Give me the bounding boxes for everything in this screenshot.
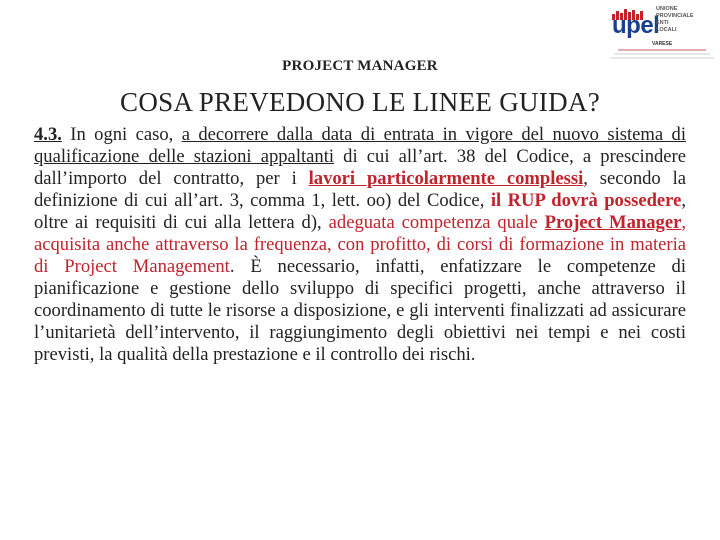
paragraph-segment: a decorrere dalla data di entrata in vigore del nuovo sistema di qualificazione delle stazioni appaltanti <box>34 124 686 167</box>
paragraph-segment: adeguata competenza quale <box>328 212 545 233</box>
paragraph-segment: lavori particolarmente complessi <box>308 168 584 189</box>
slide-title: COSA PREVEDONO LE LINEE GUIDA? <box>120 87 600 117</box>
logo-side-text: UNIONE PROVINCIALE ENTI LOCALI <box>656 6 694 33</box>
logo-fine-print <box>606 48 718 63</box>
paragraph-segment: In ogni caso, <box>61 124 182 145</box>
upel-logo <box>606 2 718 66</box>
paragraph-segment: di cui all’art. 38 del Codice, a prescindere dall’importo del contratto, per i <box>34 146 686 189</box>
paragraph-segment: il RUP dovrà possedere <box>490 190 682 211</box>
paragraph-segment: , oltre ai requisiti di cui alla lettera d), <box>34 190 686 233</box>
paragraph-segment: . È necessario, infatti, enfatizzare le competenze di pianificazione e gestione dello sviluppo di specifici progetti, anche attraverso il coordinamento di tutte le risorse a disposizione, e gli interventi finalizzati ad assicurare l’unitarietà dell’intervento, il raggiungimento degli obiettivi nei tempi e nei costi previsti, la qualità della prestazione e il controllo dei rischi. <box>34 256 686 365</box>
header-title: PROJECT MANAGER <box>282 58 438 74</box>
paragraph-segment: , secondo la definizione di cui all’art. 3, comma 1, lett. oo) del Codice, <box>34 168 686 211</box>
logo-city: VARESE <box>652 41 673 47</box>
guideline-paragraph <box>34 124 686 366</box>
paragraph-segment: Project Manager <box>544 212 682 233</box>
paragraph-segment: , acquisita anche attraverso la frequenza, con profitto, di corsi di formazione in materia di Project Management <box>34 212 686 277</box>
section-number: 4.3. <box>34 124 62 145</box>
logo-wordmark: upel <box>612 12 660 39</box>
